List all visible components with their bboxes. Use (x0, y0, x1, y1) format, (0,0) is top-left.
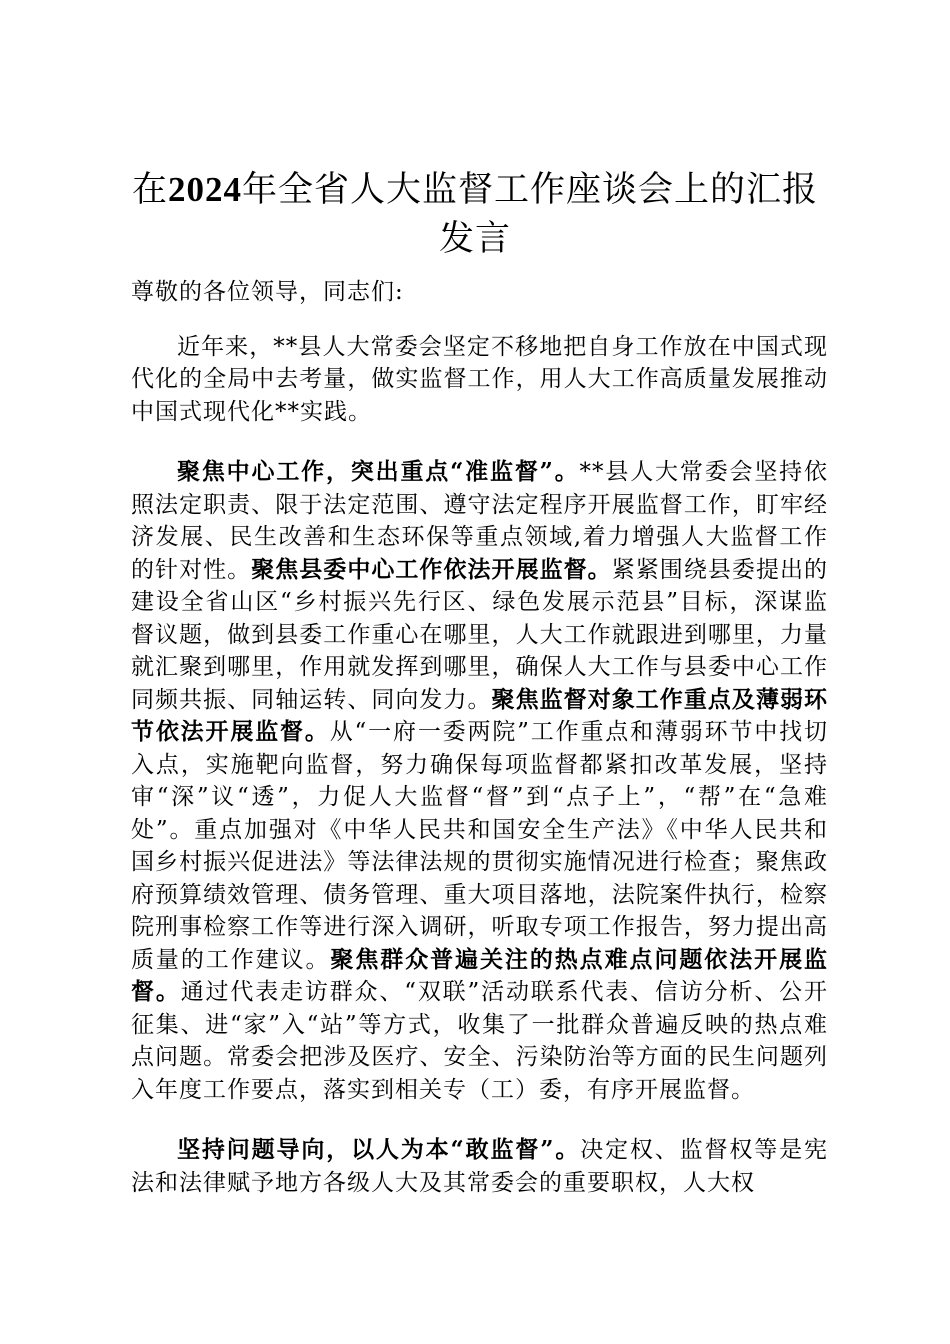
section-1-text-1: **县人大常委会坚持依照法定职责、限于法定范围、遵守法定程序开展监督工作，盯牢经济发展、民生改善和生态环保等重点领域,着力增强人大监督工作的针对性。 (131, 459, 828, 583)
title-suffix: 年全省人大监督工作座谈会上的汇报发言 (242, 170, 819, 259)
document-body (131, 276, 828, 1199)
section-2-text-1: 决定权、监督权等是宪法和法律赋予地方各级人大及其常委会的重要职权，人大权 (131, 1137, 829, 1196)
section-1-text-4: 通过代表走访群众、“双联”活动联系代表、信访分析、公开征集、进“家”入“站”等方式，收集了一批群众普遍反映的热点难点问题。常委会把涉及医疗、安全、污染防治等方面的民生问题列入年度工作要点，落实到相关专（工）委，有序开展监督。 (131, 979, 828, 1103)
section-1-paragraph (131, 456, 828, 1106)
intro-paragraph: 近年来，**县人大常委会坚定不移地把自身工作放在中国式现代化的全局中去考量，做实监督工作，用人大工作高质量发展推动中国式现代化**实践。 (131, 333, 828, 425)
section-1-text-3: 从“一府一委两院”工作重点和薄弱环节中找切入点，实施靶向监督，努力确保每项监督都紧扣改革发展，坚持审“深”议“透”，力促人大监督“督”到“点子上”，“帮”在“急难处”。重点加强对《中华人民共和国安全生产法》《中华人民共和国乡村振兴促进法》等法律法规的贯彻实施情况进行检查；聚焦政府预算绩效管理、债务管理、重大项目落地，法院案件执行，检察院刑事检察工作等进行深入调研，听取专项工作报告，努力提出高质量的工作建议。 (131, 719, 828, 973)
greeting: 尊敬的各位领导，同志们: (131, 279, 404, 305)
section-2-heading: 坚持问题导向，以人为本“敢监督”。 (177, 1136, 581, 1163)
section-1-subheading-3: 聚焦群众普遍关注的热点难点问题依法开展监督。 (131, 945, 829, 1005)
section-1-text-2: 紧紧围绕县委提出的建设全省山区“乡村振兴先行区、绿色发展示范县”目标，深谋监督议题，做到县委工作重心在哪里，人大工作就跟进到哪里，力量就汇聚到哪里，作用就发挥到哪里，确保人大工作与县委中心工作同频共振、同轴运转、同向发力。 (131, 556, 829, 713)
section-2-paragraph (131, 1134, 828, 1199)
document-title (120, 165, 830, 264)
title-year: 2024 (168, 170, 242, 209)
section-1-subheading-2: 聚焦监督对象工作重点及薄弱环节依法开展监督。 (131, 685, 829, 745)
section-1-heading: 聚焦中心工作，突出重点“准监督”。 (177, 458, 580, 485)
title-prefix: 在 (131, 170, 168, 210)
section-1-subheading-1: 聚焦县委中心工作依法开展监督。 (251, 555, 612, 583)
